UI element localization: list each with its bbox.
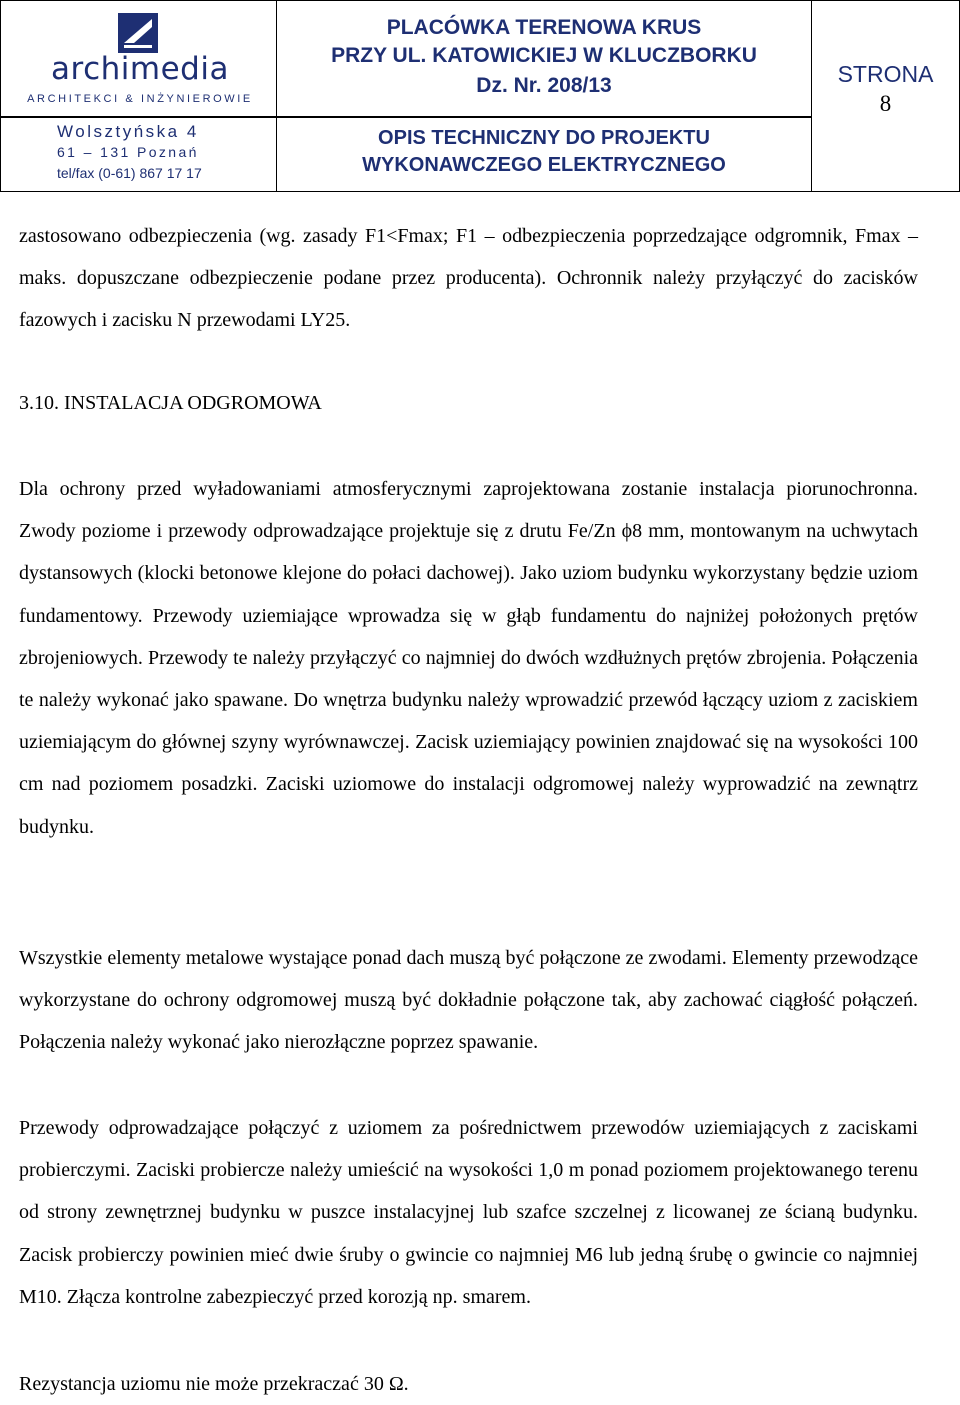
- company-logo-block: [0, 0, 277, 192]
- page-label: STRONA: [837, 61, 934, 87]
- logo-divider: [1, 116, 276, 118]
- project-title-line-1: PLACÓWKA TERENOWA KRUS: [386, 16, 702, 39]
- company-phone: tel/fax (0-61) 867 17 17: [57, 165, 202, 181]
- document-type-line-2: WYKONAWCZEGO ELEKTRYCZNEGO: [362, 154, 726, 176]
- archimedia-logo-icon: [118, 13, 158, 53]
- metal-elements-paragraph: Wszystkie elementy metalowe wystające ponad dach muszą być połączone ze zwodami. Elementy przewodzące wykorzystane do ochrony odgromowej muszą być dokładnie połączone tak, aby zachować ciągłość połączeń. Połączenia należy wykonać jako nierozłączne poprzez spawanie.: [19, 947, 918, 1054]
- document-type-line-1: OPIS TECHNICZNY DO PROJEKTU: [378, 127, 710, 149]
- company-street: Wolsztyńska 4: [57, 122, 199, 141]
- page-number: 8: [879, 91, 892, 116]
- intro-paragraph: zastosowano odbezpieczenia (wg. zasady F1<Fmax; F1 – odbezpieczenia poprzedzające odgromnik, Fmax – maks. dopuszczane odbezpieczenie podane przez producenta). Ochronnik należy przyłączyć do zacisków fazowych i zacisku N przewodami LY25.: [19, 225, 918, 332]
- company-name: archimedia: [51, 51, 229, 87]
- section-heading: 3.10. INSTALACJA ODGROMOWA: [19, 392, 322, 414]
- company-city: 61 – 131 Poznań: [57, 144, 199, 160]
- project-title-block: [276, 0, 812, 192]
- earth-resistance-paragraph: Rezystancja uziomu nie może przekraczać 30 Ω.: [19, 1373, 409, 1395]
- lightning-protection-paragraph: Dla ochrony przed wyładowaniami atmosferycznymi zaprojektowana zostanie instalacja piorunochronna. Zwody poziome i przewody odprowadzające projektuje się z drutu Fe/Zn ϕ8 mm, montowanym na uchwytach dystansowych (klocki betonowe klejone do połaci dachowej). Jako uziom budynku wykorzystany będzie uziom fundamentowy. Przewody uziemiające wprowadza się w głąb fundamentu do najniżej położonych prętów zbrojeniowych. Przewody te należy przyłączyć co najmniej do dwóch wzdłużnych prętów zbrojenia. Połączenia te należy wykonać jako spawane. Do wnętrza budynku należy wprowadzić przewód łączący uziom z zaciskiem uziemiającym do głównej szyny wyrównawczej. Zacisk uziemiający powinien znajdować się na wysokości 100 cm nad poziomem posadzki. Zaciski uziomowe do instalacji odgromowej należy wyprowadzić na zewnątrz budynku.: [19, 478, 918, 838]
- title-divider: [277, 116, 811, 118]
- document-header: [0, 0, 960, 192]
- project-title-line-2: PRZY UL. KATOWICKIEJ W KLUCZBORKU: [331, 44, 757, 67]
- page-number-block: [811, 0, 960, 192]
- company-tagline: ARCHITEKCI & INŻYNIEROWIE: [27, 93, 253, 105]
- project-plot-number: Dz. Nr. 208/13: [476, 74, 612, 97]
- test-clamps-paragraph: Przewody odprowadzające połączyć z uziomem za pośrednictwem przewodów uziemiających z zaciskami probierczymi. Zaciski probiercze należy umieścić na wysokości 1,0 m ponad poziomem projektowanego terenu od strony zewnętrznej budynku w puszce instalacyjnej lub szafce szczelnej z licowanej ze ścianą budynku. Zacisk probierczy powinien mieć dwie śruby o gwincie co najmniej M6 lub jedną śrubę o gwincie co najmniej M10. Złącza kontrolne zabezpieczyć przed korozją np. smarem.: [19, 1117, 918, 1308]
